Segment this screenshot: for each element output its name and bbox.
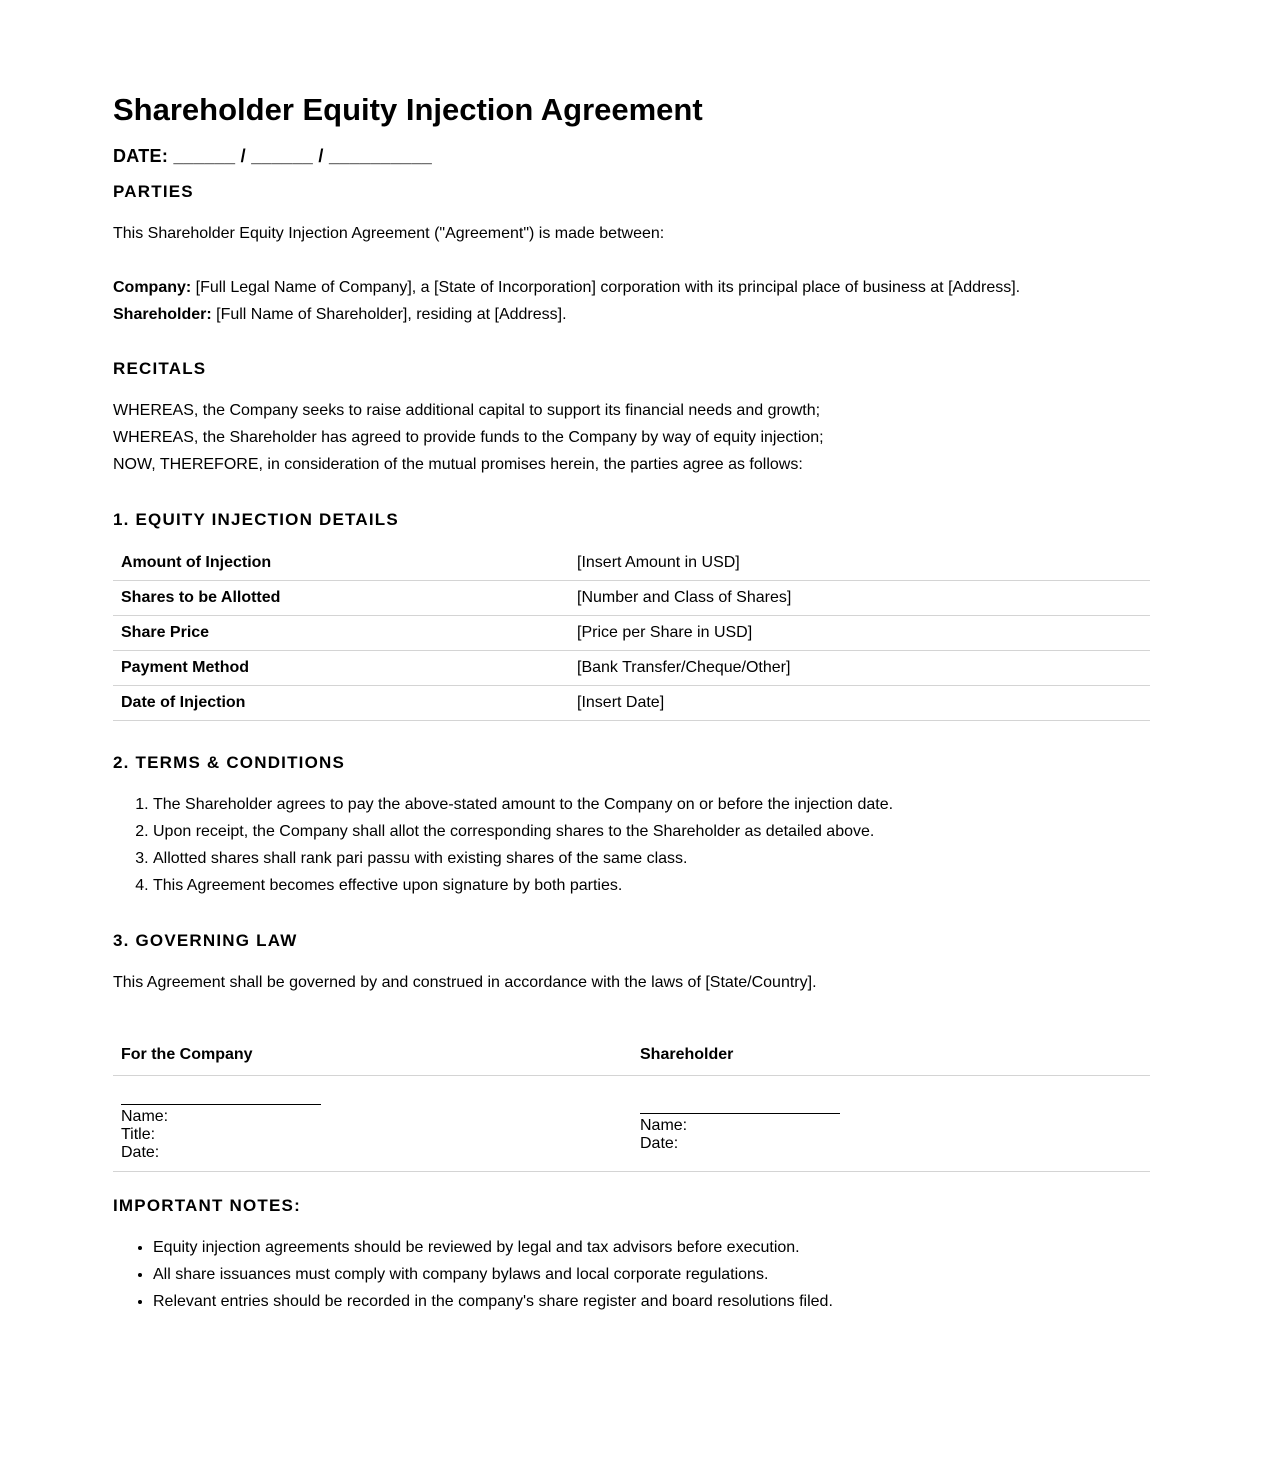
equity-heading: 1. EQUITY INJECTION DETAILS (113, 510, 399, 529)
parties-block (113, 274, 1150, 328)
company-name-field: Name: (121, 1108, 169, 1125)
signature-row (113, 1076, 1150, 1172)
shareholder-text: [Full Name of Shareholder], residing at [Address]. (211, 306, 567, 323)
detail-value: [Insert Amount in USD] (561, 546, 1150, 581)
date-line: DATE: ______ / ______ / __________ (113, 146, 433, 166)
detail-value: [Insert Date] (561, 686, 1150, 721)
parties-intro: This Shareholder Equity Injection Agreement ("Agreement") is made between: (113, 225, 665, 242)
table-row (113, 581, 1150, 616)
recital-line: WHEREAS, the Company seeks to raise additional capital to support its financial needs and growth; (113, 402, 821, 419)
recitals-block (113, 397, 1150, 478)
table-row (113, 616, 1150, 651)
notes-heading: IMPORTANT NOTES: (113, 1196, 301, 1215)
company-signature-cell (113, 1076, 632, 1172)
detail-key: Amount of Injection (113, 546, 561, 581)
company-signature-line[interactable] (121, 1104, 321, 1105)
recital-line: NOW, THEREFORE, in consideration of the mutual promises herein, the parties agree as follows: (113, 456, 803, 473)
shareholder-signature-line[interactable] (640, 1113, 840, 1114)
detail-value: [Number and Class of Shares] (561, 581, 1150, 616)
shareholder-signature-cell (632, 1076, 1150, 1172)
list-item: 3. Allotted shares shall rank pari passu with existing shares of the same class. (153, 845, 1150, 872)
terms-list (113, 791, 1150, 899)
company-signature-heading: For the Company (113, 1035, 632, 1076)
table-row (113, 686, 1150, 721)
shareholder-label: Shareholder: (113, 306, 212, 323)
table-row (113, 651, 1150, 686)
signature-header-row (113, 1035, 1150, 1076)
shareholder-signature-heading: Shareholder (632, 1035, 1150, 1076)
detail-value: [Bank Transfer/Cheque/Other] (561, 651, 1150, 686)
table-row (113, 546, 1150, 581)
terms-heading: 2. TERMS & CONDITIONS (113, 753, 346, 772)
company-text: [Full Legal Name of Company], a [State of Incorporation] corporation with its principal place of business at [Address]. (191, 279, 1021, 296)
list-item: • All share issuances must comply with company bylaws and local corporate regulations. (153, 1261, 1150, 1288)
shareholder-party (113, 301, 1150, 328)
recital-line: WHEREAS, the Shareholder has agreed to provide funds to the Company by way of equity injection; (113, 429, 824, 446)
parties-heading: PARTIES (113, 182, 194, 201)
detail-key: Share Price (113, 616, 561, 651)
company-label: Company: (113, 279, 192, 296)
list-item: 1. The Shareholder agrees to pay the above-stated amount to the Company on or before the injection date. (153, 791, 1150, 818)
company-title-field: Title: (121, 1126, 156, 1143)
shareholder-date-field: Date: (640, 1135, 679, 1152)
document (113, 88, 1150, 1315)
document-title: Shareholder Equity Injection Agreement (113, 92, 703, 127)
list-item: • Equity injection agreements should be reviewed by legal and tax advisors before execution. (153, 1234, 1150, 1261)
company-date-field: Date: (121, 1144, 160, 1161)
law-text: This Agreement shall be governed by and construed in accordance with the laws of [State/Country]. (113, 974, 817, 991)
recitals-heading: RECITALS (113, 359, 207, 378)
list-item: 2. Upon receipt, the Company shall allot the corresponding shares to the Shareholder as detailed above. (153, 818, 1150, 845)
equity-details-table (113, 546, 1150, 721)
company-party (113, 274, 1150, 301)
list-item: 4. This Agreement becomes effective upon signature by both parties. (153, 872, 1150, 899)
signature-table (113, 1035, 1150, 1172)
law-heading: 3. GOVERNING LAW (113, 931, 298, 950)
detail-key: Payment Method (113, 651, 561, 686)
list-item: • Relevant entries should be recorded in the company's share register and board resolutions filed. (153, 1288, 1150, 1315)
detail-value: [Price per Share in USD] (561, 616, 1150, 651)
shareholder-name-field: Name: (640, 1117, 688, 1134)
detail-key: Date of Injection (113, 686, 561, 721)
detail-key: Shares to be Allotted (113, 581, 561, 616)
notes-list (113, 1234, 1150, 1315)
